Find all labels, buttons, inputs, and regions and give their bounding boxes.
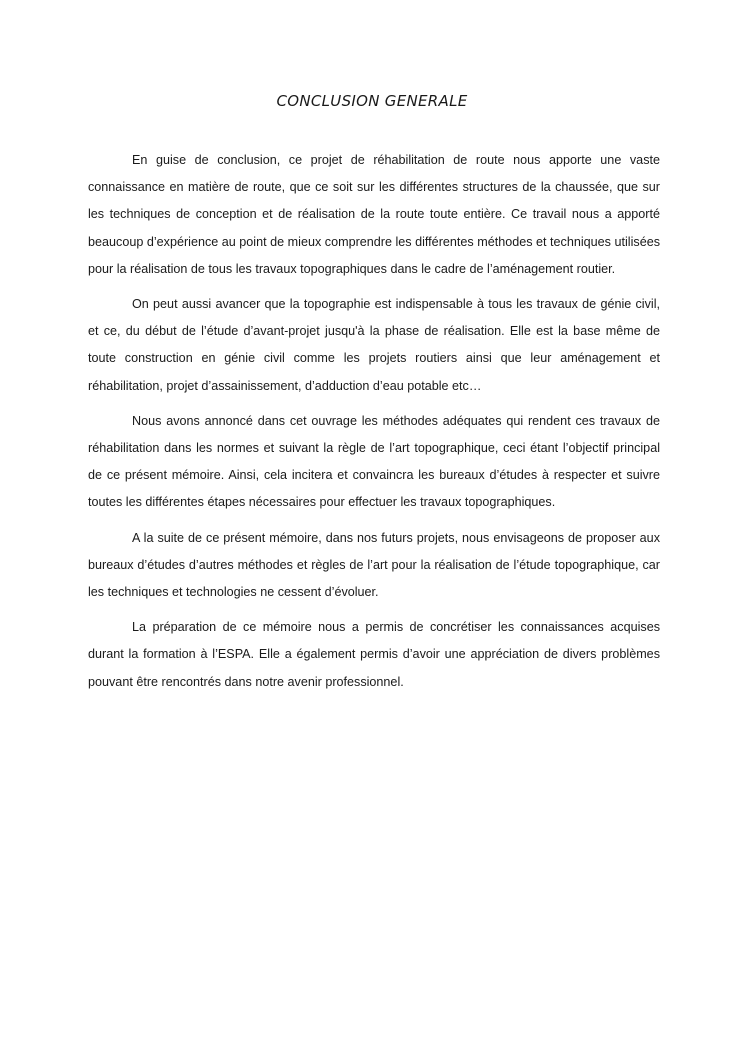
paragraph-1: En guise de conclusion, ce projet de réhabilitation de route nous apporte une vaste connaissance en matière de route, que ce soit sur les différentes structures de la chaussée, que sur les techniques de conception et de réalisation de la route toute entière. Ce travail nous a apporté beaucoup d’expérience au point de mieux comprendre les différentes méthodes et techniques utilisées pour la réalisation de tous les travaux topographiques dans le cadre de l’aménagement routier. bbox=[88, 153, 660, 276]
paragraph-4: A la suite de ce présent mémoire, dans nos futurs projets, nous envisageons de proposer aux bureaux d’études d’autres méthodes et règles de l’art pour la réalisation de l’étude topographique, car les techniques et technologies ne cessent d’évoluer. bbox=[88, 530, 660, 600]
page-title: CONCLUSION GENERALE bbox=[276, 92, 468, 110]
paragraph-5: La préparation de ce mémoire nous a permis de concrétiser les connaissances acquises durant la formation à l’ESPA. Elle a également permis d’avoir une appréciation de divers problèmes pouvant être rencontrés dans notre avenir professionnel. bbox=[88, 620, 660, 689]
paragraph-2: On peut aussi avancer que la topographie est indispensable à tous les travaux de génie civil, et ce, du début de l’étude d’avant-projet jusqu'à la phase de réalisation. Elle est la base même de toute construction en génie civil comme les projets routiers ainsi que leur aménagement et réhabilitation, projet d’assainissement, d’adduction d’eau potable etc… bbox=[88, 297, 660, 393]
paragraph-3: Nous avons annoncé dans cet ouvrage les méthodes adéquates qui rendent ces travaux de réhabilitation dans les normes et suivant la règle de l’art topographique, ceci étant l’objectif principal de ce présent mémoire. Ainsi, cela incitera et convaincra les bureaux d’études à respecter et suivre toutes les différentes étapes nécessaires pour effectuer les travaux topographiques. bbox=[88, 413, 660, 510]
body-text bbox=[88, 147, 660, 704]
